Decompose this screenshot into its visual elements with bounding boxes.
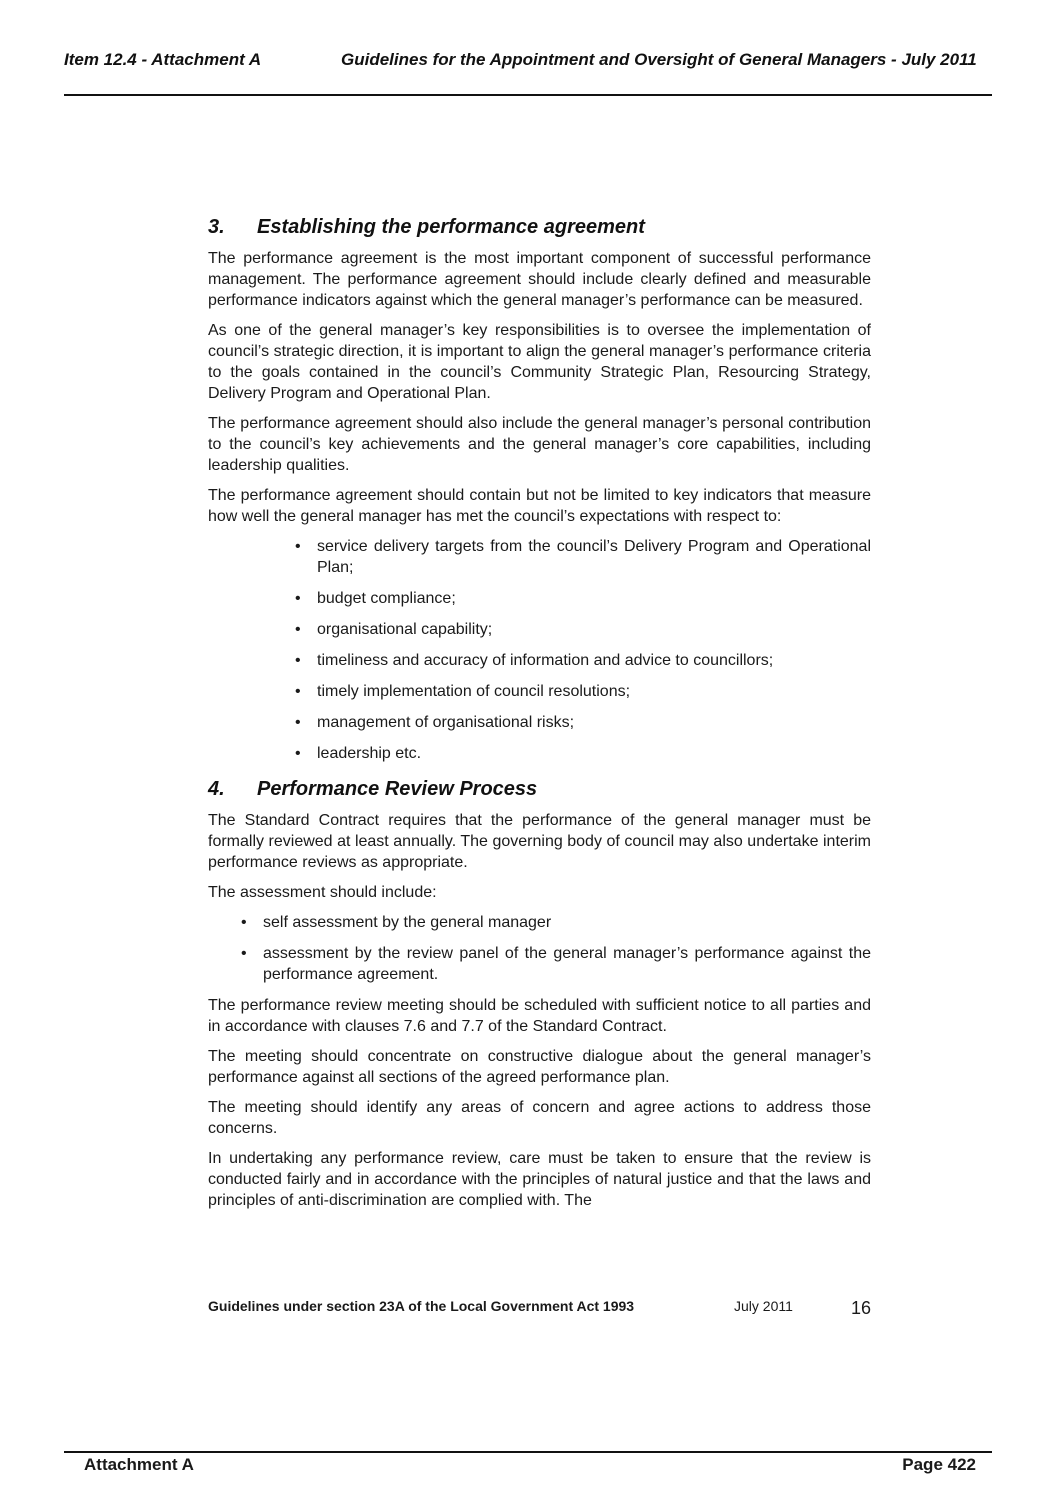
paragraph: As one of the general manager’s key responsibilities is to oversee the implementation of council’s strategic direction, it is important to align the general manager’s performance criteria to the goals contained in the council’s Community Strategic Plan, Resourcing Strategy, Delivery Program and Operational Plan.	[208, 322, 871, 402]
list-item: • timely implementation of council resolutions;	[317, 681, 871, 702]
paragraph: The Standard Contract requires that the performance of the general manager must be formally reviewed at least annually. The governing body of council may also undertake interim performance reviews as appropriate.	[208, 812, 871, 871]
section-4-title: Performance Review Process	[257, 778, 538, 800]
list-item: • management of organisational risks;	[317, 712, 871, 733]
footer-page-number: 16	[851, 1298, 872, 1318]
section-4-number: 4.	[208, 778, 225, 800]
footer-source: Guidelines under section 23A of the Local Government Act 1993	[208, 1298, 635, 1314]
header-document-title: Guidelines for the Appointment and Oversight of General Managers - July 2011	[341, 50, 977, 69]
paragraph: In undertaking any performance review, care must be taken to ensure that the review is conducted fairly and in accordance with the principles of natural justice and that the laws and principles of anti-discrimination are complied with. The	[208, 1150, 871, 1209]
paragraph: The meeting should concentrate on constructive dialogue about the general manager’s performance against all sections of the agreed performance plan.	[208, 1048, 871, 1086]
list-item: • assessment by the review panel of the general manager’s performance against the performance agreement.	[263, 943, 871, 985]
header-item-label: Item 12.4 - Attachment A	[64, 50, 262, 69]
paragraph: The assessment should include:	[208, 884, 437, 901]
list-item: • organisational capability;	[317, 619, 871, 640]
page-label: Page 422	[902, 1455, 976, 1474]
paragraph: The performance agreement should also include the general manager’s personal contribution to the council’s key achievements and the general manager’s core capabilities, including leadership qualities.	[208, 415, 871, 474]
section-3-number: 3.	[208, 216, 225, 238]
performance-indicators-list	[208, 536, 871, 764]
header-divider	[64, 94, 992, 96]
attachment-label: Attachment A	[84, 1455, 194, 1474]
paragraph: The performance agreement is the most important component of successful performance management. The performance agreement should include clearly defined and measurable performance indicators against which the general manager’s performance can be measured.	[208, 250, 871, 309]
list-item: • service delivery targets from the council’s Delivery Program and Operational Plan;	[317, 536, 871, 578]
paragraph: The meeting should identify any areas of concern and agree actions to address those concerns.	[208, 1099, 871, 1137]
section-3-heading	[208, 214, 871, 240]
assessment-list	[208, 912, 871, 985]
page-body	[208, 214, 871, 1220]
list-item: • budget compliance;	[317, 588, 871, 609]
paragraph: The performance agreement should contain but not be limited to key indicators that measure how well the general manager has met the council’s expectations with respect to:	[208, 487, 871, 525]
list-item: • timeliness and accuracy of information and advice to councillors;	[317, 650, 871, 671]
list-item: • self assessment by the general manager	[263, 912, 871, 933]
list-item: • leadership etc.	[317, 743, 871, 764]
section-4-heading	[208, 776, 871, 802]
footer-date: July 2011	[734, 1298, 793, 1314]
paragraph: The performance review meeting should be scheduled with sufficient notice to all parties and in accordance with clauses 7.6 and 7.7 of the Standard Contract.	[208, 997, 871, 1035]
bottom-divider	[64, 1451, 992, 1453]
section-3-title: Establishing the performance agreement	[257, 216, 645, 238]
